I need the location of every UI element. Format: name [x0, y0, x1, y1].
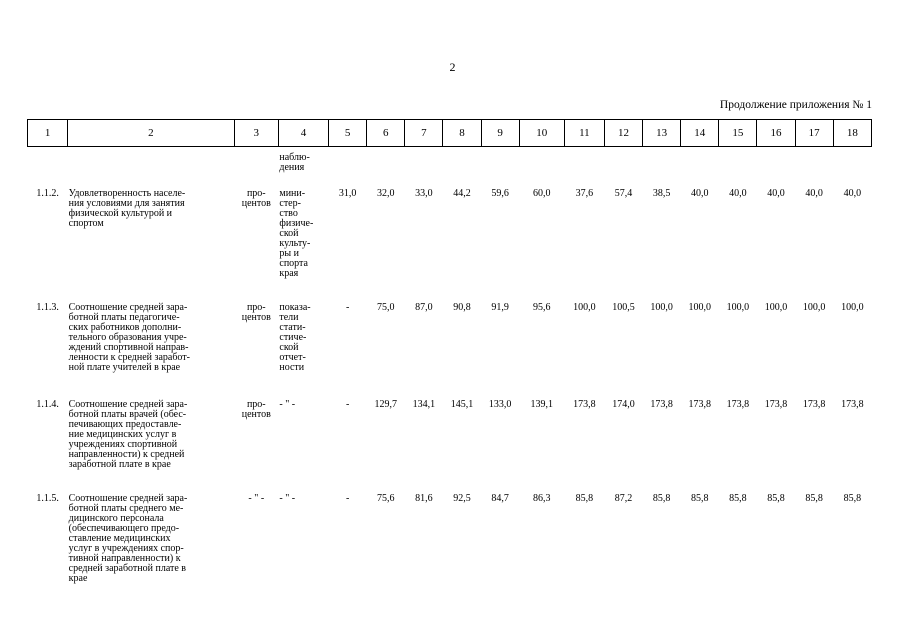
unit-cell: про- центов [241, 302, 271, 323]
source-cell: мини- стер- ство физиче- ской культу- ры и спорта края [279, 188, 314, 279]
value-cell: 133,0 [488, 399, 512, 410]
value-cell: 40,0 [691, 188, 709, 199]
value-cell: 92,5 [453, 493, 471, 504]
value-cell: 81,6 [415, 493, 433, 504]
value-cell: 173,8 [688, 399, 712, 410]
value-cell: 85,8 [767, 493, 785, 504]
unit-cell: - " - [248, 493, 265, 504]
header-cell: 13 [643, 120, 681, 147]
value-cell: 90,8 [453, 302, 471, 313]
table-row [28, 400, 872, 494]
indicator-name: Удовлетворенность населе- ния условиями для занятия физической культурой и спортом [68, 188, 186, 229]
value-cell: - [345, 399, 350, 410]
value-cell: 40,0 [729, 188, 747, 199]
page-number: 2 [449, 60, 456, 74]
value-cell: - [345, 302, 350, 313]
header-cell: 8 [443, 120, 481, 147]
value-cell: 60,0 [533, 188, 551, 199]
header-cell: 7 [405, 120, 443, 147]
unit-cell: про- центов [241, 399, 271, 420]
value-cell: 85,8 [652, 493, 671, 504]
value-cell: 100,0 [650, 302, 673, 313]
unit-cell: про- центов [241, 188, 271, 209]
header-cell: 4 [278, 120, 328, 147]
header-cell: 12 [604, 120, 642, 147]
value-cell: 173,8 [573, 399, 596, 410]
value-cell: 174,0 [612, 399, 635, 410]
value-cell: 95,6 [533, 302, 551, 313]
value-cell: 85,8 [805, 493, 823, 504]
value-cell: 87,0 [415, 302, 433, 313]
value-cell: 173,8 [726, 399, 750, 410]
header-cell: 11 [564, 120, 604, 147]
value-cell: 40,0 [767, 188, 785, 199]
value-cell: 85,8 [843, 493, 862, 504]
header-cell: 9 [481, 120, 519, 147]
value-cell: 173,8 [802, 399, 826, 410]
carryover-row [28, 147, 872, 190]
value-cell: 87,2 [614, 493, 633, 504]
indicator-name: Соотношение средней зара- ботной платы врачей (обес- печивающих предоставле- ние медицинских услуг в учреждениях спортивной направленности) к средней заработной плате в крае [68, 399, 188, 470]
header-cell: 2 [68, 120, 235, 147]
header-cell: 18 [833, 120, 871, 147]
indicator-name: Соотношение средней зара- ботной платы среднего ме- дицинского персонала (обеспечивающего предо- ставление медицинских услуг в учреждениях спор- тивной направленности) к средней заработной плате в крае [68, 493, 188, 584]
header-row [28, 120, 872, 147]
value-cell: 86,3 [533, 493, 551, 504]
value-cell: 37,6 [575, 188, 594, 199]
value-cell: 84,7 [491, 493, 509, 504]
value-cell: 75,6 [376, 493, 395, 504]
value-cell: 173,8 [841, 399, 864, 410]
header-cell: 6 [367, 120, 405, 147]
header-cell: 10 [519, 120, 564, 147]
header-cell: 17 [795, 120, 833, 147]
value-cell: 85,8 [575, 493, 594, 504]
value-cell: 44,2 [453, 188, 471, 199]
value-cell: 85,8 [729, 493, 747, 504]
value-cell: 173,8 [764, 399, 788, 410]
value-cell: 134,1 [412, 399, 436, 410]
value-cell: 32,0 [376, 188, 395, 199]
carryover-text: наблю- дения [279, 152, 310, 173]
table-body [28, 147, 872, 605]
table-row [28, 189, 872, 303]
value-cell: 100,0 [688, 302, 712, 313]
row-code: 1.1.4. [36, 399, 59, 410]
value-cell: 57,4 [614, 188, 633, 199]
value-cell: 38,5 [652, 188, 671, 199]
header-cell: 14 [681, 120, 719, 147]
value-cell: 59,6 [491, 188, 509, 199]
value-cell: 100,5 [612, 302, 635, 313]
header-cell: 16 [757, 120, 795, 147]
value-cell: 100,0 [764, 302, 788, 313]
value-cell: - [345, 493, 350, 504]
header-cell: 5 [329, 120, 367, 147]
row-code: 1.1.5. [36, 493, 59, 504]
value-cell: 85,8 [691, 493, 709, 504]
header-cell: 15 [719, 120, 757, 147]
source-cell: - " - [279, 399, 296, 410]
header-cell: 3 [234, 120, 278, 147]
value-cell: 75,0 [376, 302, 395, 313]
value-cell: 145,1 [450, 399, 474, 410]
value-cell: 139,1 [530, 399, 553, 410]
value-cell: 100,0 [802, 302, 826, 313]
value-cell: 129,7 [374, 399, 397, 410]
value-cell: 100,0 [841, 302, 864, 313]
continuation-label: Продолжение приложения № 1 [719, 99, 872, 111]
row-code: 1.1.3. [36, 302, 59, 313]
header-cell: 1 [28, 120, 68, 147]
indicator-name: Соотношение средней зара- ботной платы педагогиче- ских работников дополни- тельного образования учре- ждений спортивной направ- ленности к средней заработ- ной плате учителей в крае [68, 302, 190, 373]
row-code: 1.1.2. [36, 188, 59, 199]
source-cell: - " - [279, 493, 296, 504]
value-cell: 40,0 [843, 188, 862, 199]
value-cell: 31,0 [338, 188, 357, 199]
source-cell: показа- тели стати- стиче- ской отчет- ности [279, 302, 311, 373]
value-cell: 173,8 [650, 399, 673, 410]
value-cell: 33,0 [415, 188, 433, 199]
table-row [28, 494, 872, 604]
indicators-table [27, 119, 872, 604]
value-cell: 100,0 [726, 302, 750, 313]
value-cell: 40,0 [805, 188, 823, 199]
value-cell: 100,0 [573, 302, 596, 313]
table-row [28, 303, 872, 400]
value-cell: 91,9 [491, 302, 509, 313]
